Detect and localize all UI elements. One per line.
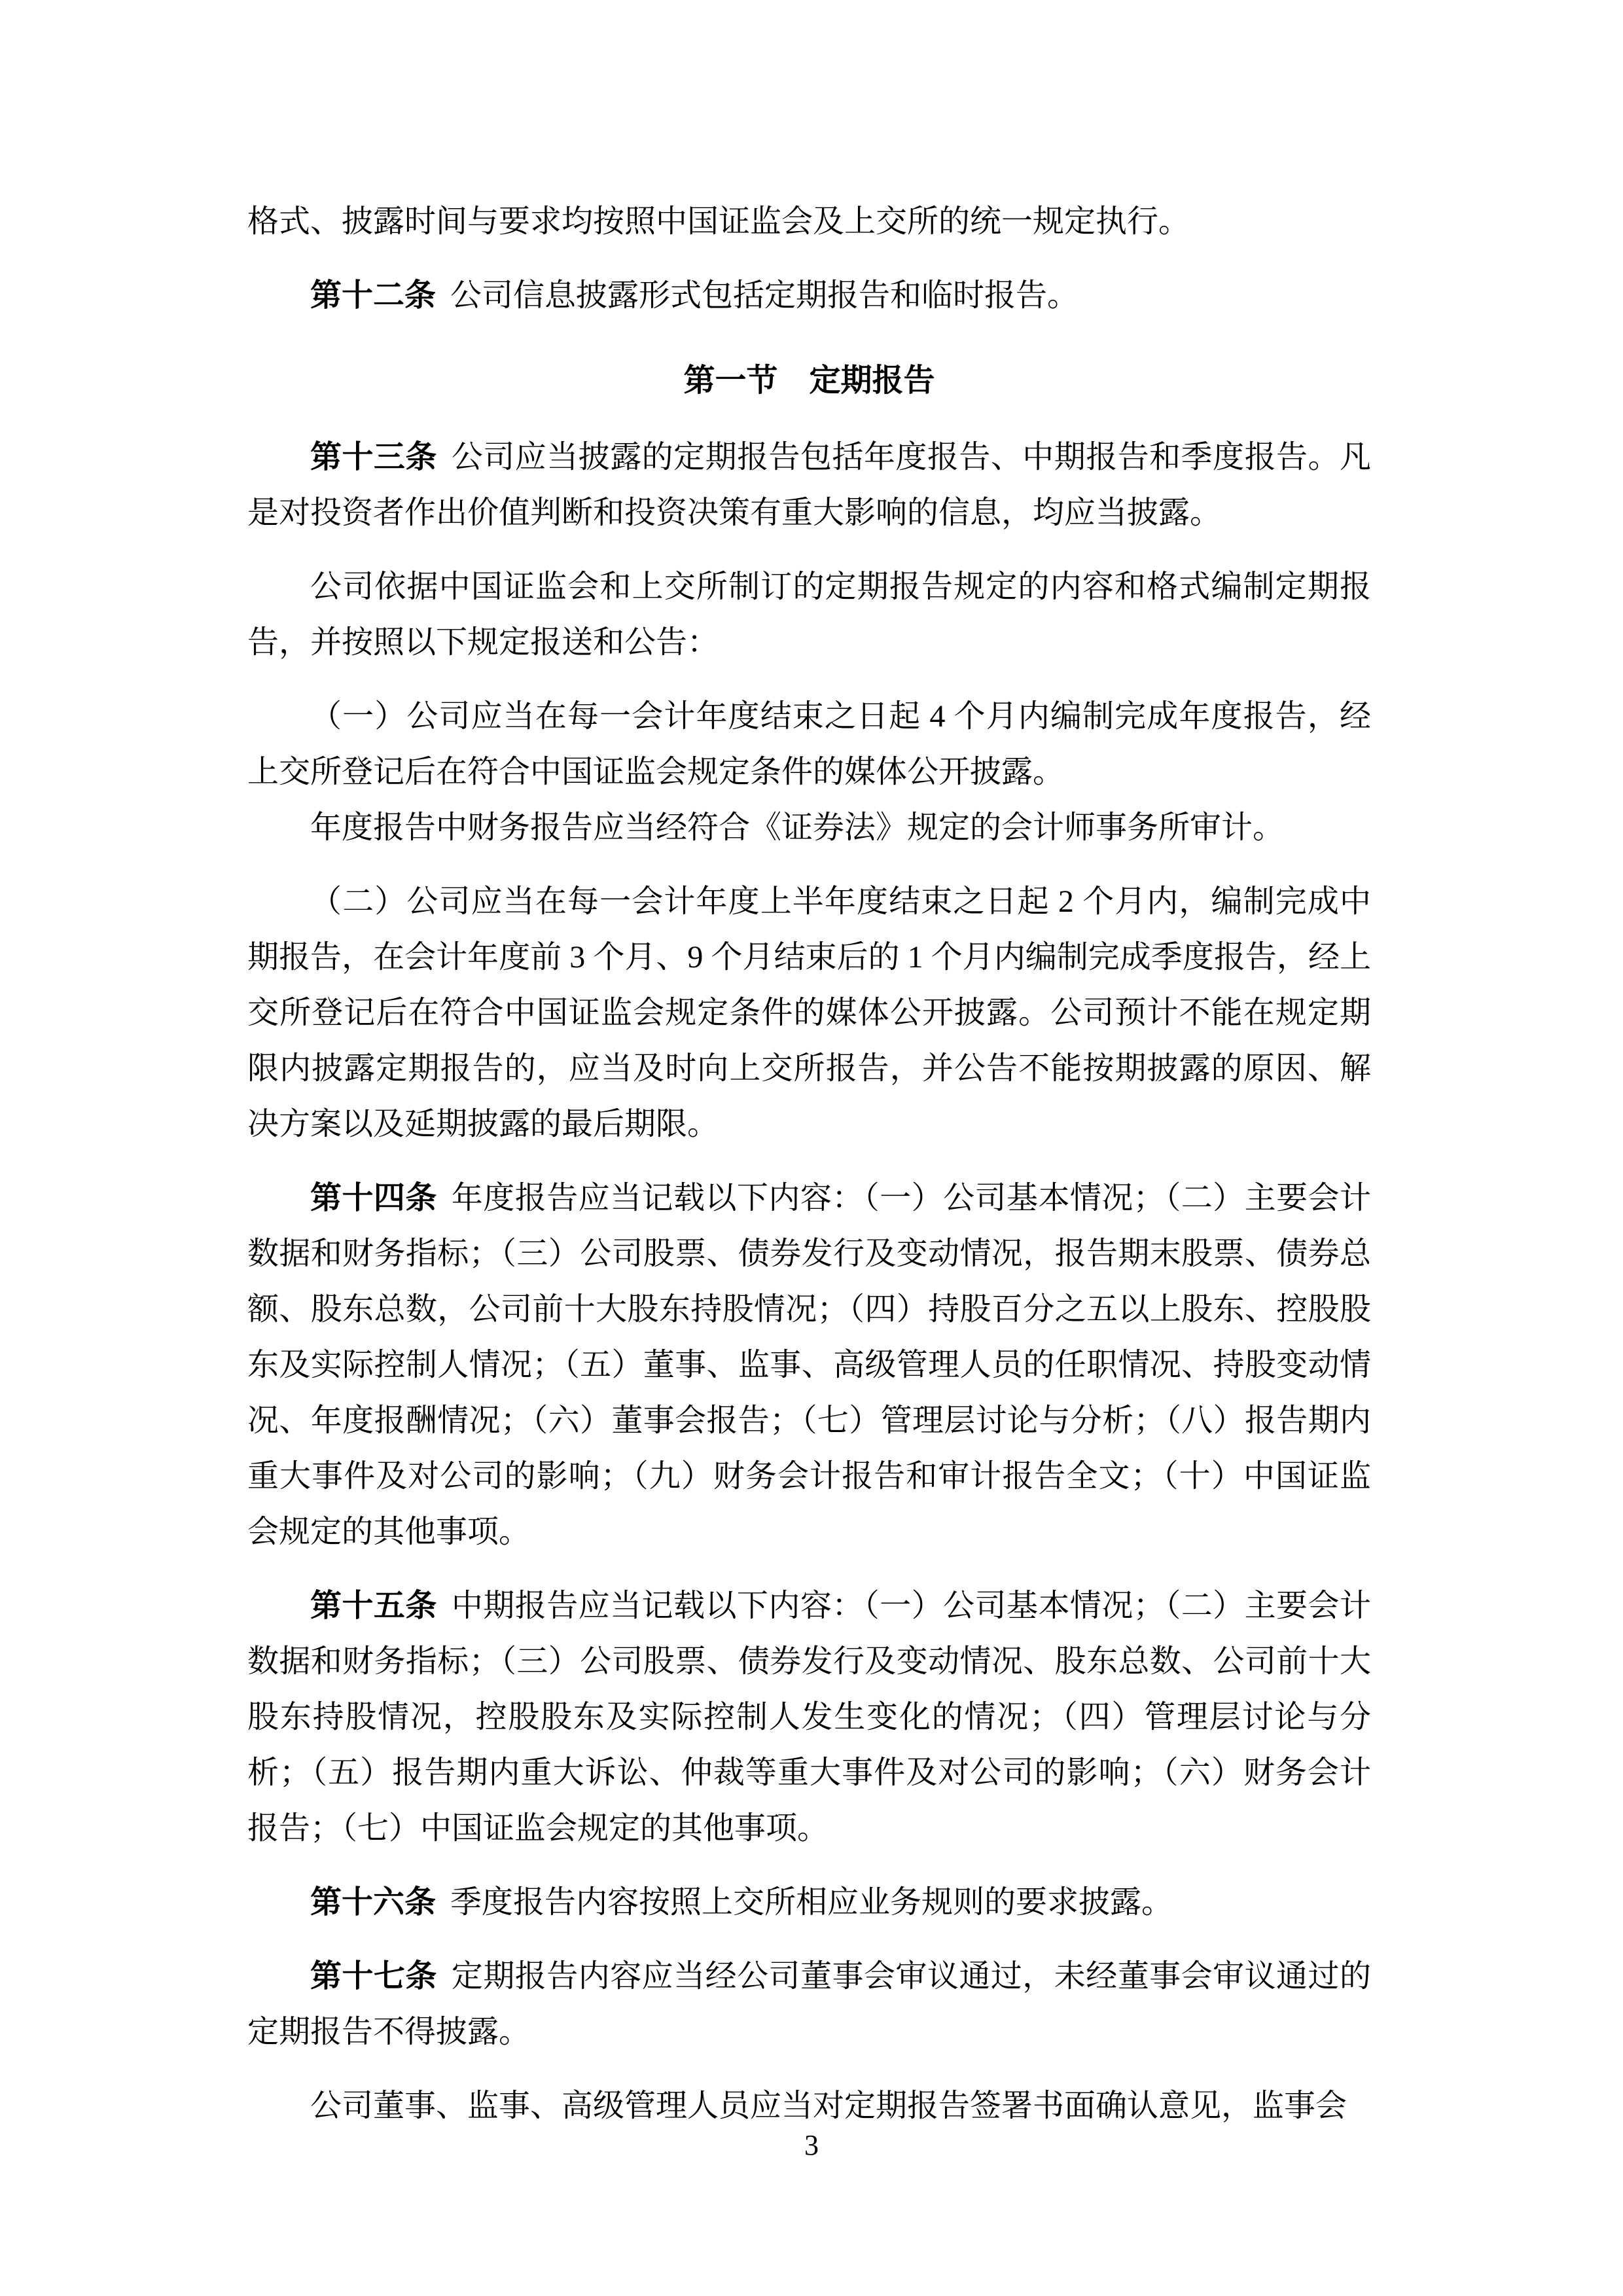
article-14-label: 第十四条 — [310, 1181, 437, 1215]
article-16-label: 第十六条 — [310, 1885, 437, 1920]
article-15-label: 第十五条 — [310, 1588, 437, 1623]
continued-paragraph: 格式、披露时间与要求均按照中国证监会及上交所的统一规定执行。 — [247, 204, 1190, 239]
article-12-label: 第十二条 — [310, 278, 437, 313]
section-heading: 第一节 定期报告 — [683, 363, 935, 398]
article-13-label: 第十三条 — [310, 440, 437, 475]
paragraph-item-two: （二）公司应当在每一会计年度上半年度结束之日起 2 个月内，编制完成中期报告，在会计年度前 3 个月、9 个月结束后的 1 个月内编制完成季度报告，经上交所登记后在符合中国证监会规定条件的媒体公开披露。公司预计不能在规定期限内披露定期报告的，应当及时向上交所报告，并公告不能按期披露的原因、解决方案以及延期披露的最后期限。 — [247, 884, 1371, 1141]
article-17-text: 定期报告内容应当经公司董事会审议通过，未经董事会审议通过的定期报告不得披露。 — [247, 1959, 1371, 2049]
article-14-text: 年度报告应当记载以下内容：（一）公司基本情况；（二）主要会计数据和财务指标；（三）公司股票、债券发行及变动情况，报告期末股票、债券总额、股东总数，公司前十大股东持股情况；（四）持股百分之五以上股东、控股股东及实际控制人情况；（五）董事、监事、高级管理人员的任职情况、持股变动情况、年度报酬情况；（六）董事会报告；（七）管理层讨论与分析；（八）报告期内重大事件及对公司的影响；（九）财务会计报告和审计报告全文；（十）中国证监会规定的其他事项。 — [247, 1181, 1371, 1549]
article-17 — [247, 1948, 1371, 2060]
paragraph-audit-requirement: 年度报告中财务报告应当经符合《证券法》规定的会计师事务所审计。 — [310, 810, 1285, 845]
article-16 — [247, 1874, 1371, 1930]
paragraph-item-one: （一）公司应当在每一会计年度结束之日起 4 个月内编制完成年度报告，经上交所登记后在符合中国证监会规定条件的媒体公开披露。 — [247, 699, 1371, 789]
paragraph-report-basis: 公司依据中国证监会和上交所制订的定期报告规定的内容和格式编制定期报告，并按照以下规定报送和公告： — [247, 569, 1371, 660]
page-number: 3 — [804, 2129, 819, 2161]
article-14 — [247, 1170, 1371, 1560]
article-15-text: 中期报告应当记载以下内容：（一）公司基本情况；（二）主要会计数据和财务指标；（三）公司股票、债券发行及变动情况、股东总数、公司前十大股东持股情况，控股股东及实际控制人发生变化的情况；（四）管理层讨论与分析；（五）报告期内重大诉讼、仲裁等重大事件及对公司的影响；（六）财务会计报告；（七）中国证监会规定的其他事项。 — [247, 1588, 1371, 1846]
article-15 — [247, 1578, 1371, 1856]
article-12-text: 公司信息披露形式包括定期报告和临时报告。 — [450, 278, 1079, 313]
article-16-text: 季度报告内容按照上交所相应业务规则的要求披露。 — [450, 1885, 1173, 1920]
article-13-text: 公司应当披露的定期报告包括年度报告、中期报告和季度报告。凡是对投资者作出价值判断和投资决策有重大影响的信息，均应当披露。 — [247, 440, 1371, 530]
paragraph-written-confirmation: 公司董事、监事、高级管理人员应当对定期报告签署书面确认意见，监事会 — [310, 2089, 1347, 2123]
article-13 — [247, 429, 1371, 541]
article-12 — [247, 268, 1371, 323]
article-17-label: 第十七条 — [310, 1959, 437, 1994]
